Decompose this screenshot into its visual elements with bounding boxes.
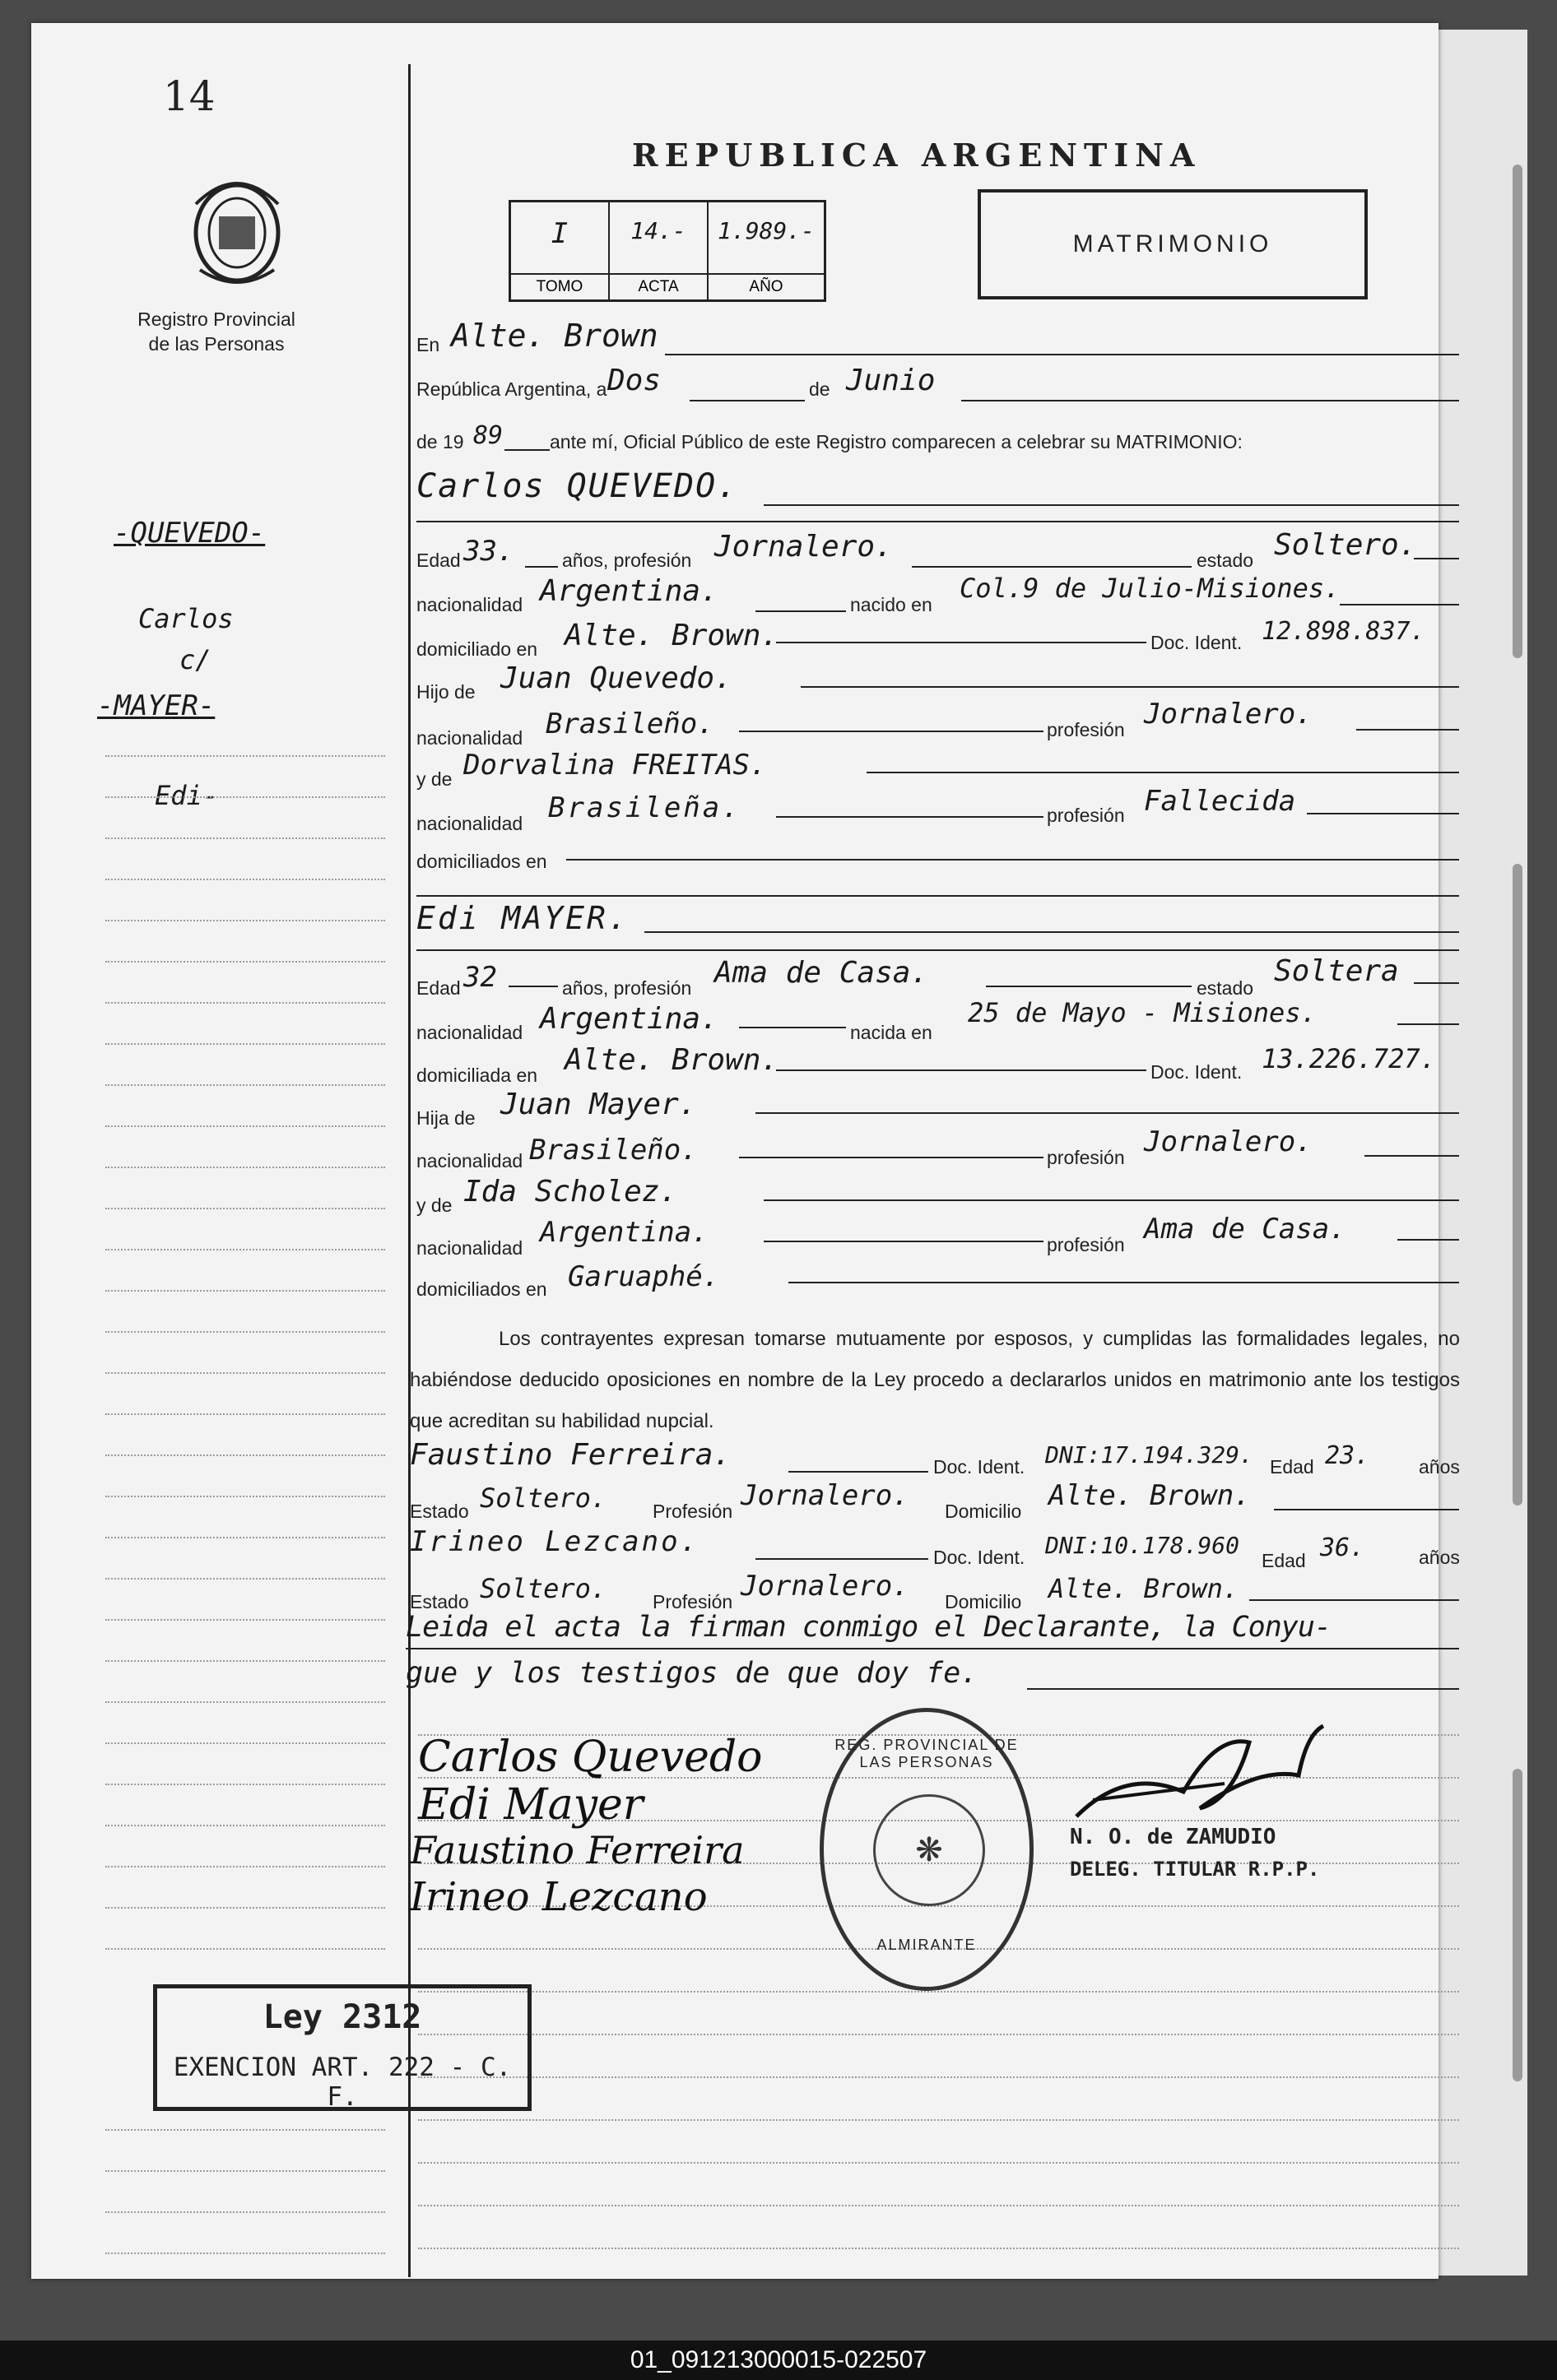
groom-birthplace: Col.9 de Julio-Misiones. [960, 573, 1341, 604]
signature-witness1: Faustino Ferreira [410, 1828, 745, 1872]
margin-rule [105, 2170, 385, 2172]
margin-rule [105, 1043, 385, 1045]
groom-mother: Dorvalina FREITAS. [463, 749, 767, 782]
ruled-line [418, 2205, 1459, 2206]
witness1-domicile: Alte. Brown. [1048, 1479, 1251, 1512]
groom-profession: Jornalero. [714, 530, 893, 564]
bride-nationality: Argentina. [540, 1002, 718, 1036]
volume-box [509, 200, 826, 302]
groom-prof-label: profesión [1047, 719, 1125, 740]
bride-profession: Ama de Casa. [714, 956, 929, 990]
bride-name: Edi MAYER. [416, 900, 630, 936]
margin-rule [105, 796, 385, 798]
bride-mother-prof: Ama de Casa. [1144, 1213, 1346, 1246]
margin-rule [105, 879, 385, 880]
witness2-estado: Soltero. [480, 1573, 607, 1604]
witness2-anos-label: años [1419, 1547, 1460, 1568]
groom-doc: 12.898.837. [1262, 617, 1425, 646]
witness1-estado: Soltero. [480, 1482, 607, 1514]
witness2-prof-label: Profesión [653, 1591, 733, 1612]
groom-yde-label: y de [416, 768, 453, 790]
value-day: Dos [607, 364, 662, 397]
official-name: N. O. de ZAMUDIO [1070, 1825, 1276, 1849]
fill-line [788, 1471, 928, 1473]
fill-line [416, 521, 1459, 522]
bride-nac3-label: nacionalidad [416, 1237, 523, 1259]
fill-line [912, 566, 1192, 568]
value-month: Junio [846, 364, 936, 397]
witness1-name: Faustino Ferreira. [410, 1438, 732, 1472]
groom-anos-label: años, profesión [562, 550, 692, 571]
fill-line [764, 1241, 1043, 1242]
exemption-stamp [153, 1984, 532, 2111]
value-year: 89 [473, 421, 504, 450]
closing-line-2: gue y los testigos de que doy fe. [406, 1657, 978, 1690]
witness2-dom-label: Domicilio [945, 1591, 1022, 1612]
fill-line [525, 566, 558, 568]
groom-father-nat: Brasileño. [546, 708, 714, 740]
groom-mother-nat: Brasileña. [548, 791, 741, 824]
bride-parents-domicile: Garuaphé. [568, 1260, 720, 1293]
fill-line [755, 1112, 1459, 1114]
margin-rule [105, 2129, 385, 2131]
seal-emblem-icon: ❋ [873, 1794, 985, 1906]
ruled-line [418, 2248, 1459, 2249]
groom-estado-label: estado [1197, 550, 1254, 571]
bride-nac2-label: nacionalidad [416, 1150, 523, 1171]
bride-dom-label: domiciliada en [416, 1065, 538, 1086]
margin-rule [105, 1825, 385, 1826]
fill-line [961, 400, 1459, 401]
fill-line [755, 1558, 928, 1560]
fill-line [566, 859, 1459, 861]
witness2-name: Irineo Lezcano. [410, 1525, 700, 1558]
bride-estado-label: estado [1197, 977, 1254, 999]
bride-doc: 13.226.727. [1262, 1043, 1436, 1074]
declaration-text: Los contrayentes expresan tomarse mutuamente por esposos, y cumplidas las formalidades legales, no habiéndose deducido oposiciones en nombre de la Ley procedo a declararlos unidos en matrimonio ante los testigos que acreditan su habilidad nupcial. [410, 1328, 1460, 1432]
registry-name [114, 307, 319, 356]
groom-age: 33. [463, 535, 514, 568]
fill-line [1397, 1023, 1459, 1025]
fill-line [764, 1199, 1459, 1201]
seal-top-text: REG. PROVINCIAL DE LAS PERSONAS [834, 1737, 1019, 1770]
label-year: de 19 [416, 431, 464, 452]
groom-father: Juan Quevedo. [500, 661, 732, 695]
binder-ring [1513, 1769, 1522, 2081]
fill-line [416, 895, 1459, 897]
stamp-law: Ley 2312 [263, 1998, 422, 2036]
bride-father-nat: Brasileño. [529, 1134, 698, 1167]
margin-rule [105, 1290, 385, 1292]
margin-rule [105, 1331, 385, 1333]
groom-domicile: Alte. Brown. [565, 619, 779, 652]
fill-line [1414, 558, 1459, 559]
margin-note-name-bride: Edi- [155, 780, 219, 811]
witness2-profession: Jornalero. [741, 1570, 909, 1603]
bride-estado: Soltera [1274, 954, 1399, 988]
seal-bottom-text: ALMIRANTE [876, 1937, 977, 1953]
fill-line [1340, 604, 1459, 605]
margin-note-surname-bride: -MAYER- [97, 689, 216, 722]
fill-line [1364, 1155, 1459, 1157]
groom-prof2-label: profesión [1047, 805, 1125, 826]
bride-hija-label: Hija de [416, 1107, 476, 1129]
official-signature [1060, 1718, 1332, 1833]
margin-note-surname-groom: -QUEVEDO- [114, 517, 266, 550]
fill-line [690, 400, 805, 401]
fill-line [504, 449, 550, 451]
tomo-label: TOMO [511, 273, 608, 299]
tomo-value: I [551, 217, 569, 250]
margin-note-conjunction: c/ [179, 644, 211, 675]
fill-line [776, 816, 1043, 818]
witness1-estado-label: Estado [410, 1501, 469, 1522]
ruled-line [418, 2076, 1459, 2078]
anio-cell [709, 202, 824, 299]
bride-doc-label: Doc. Ident. [1150, 1061, 1243, 1083]
fill-line [867, 772, 1459, 773]
provincial-emblem [188, 171, 286, 295]
witness1-edad-label: Edad [1270, 1456, 1314, 1478]
fill-line [1249, 1599, 1459, 1601]
groom-hijo-label: Hijo de [416, 681, 476, 703]
groom-mother-prof: Fallecida [1144, 785, 1296, 818]
witness2-doc-label: Doc. Ident. [933, 1547, 1025, 1568]
fill-line [764, 504, 1459, 506]
margin-rule [105, 1249, 385, 1250]
margin-rule [105, 1167, 385, 1168]
witness1-anos-label: años [1419, 1456, 1460, 1478]
margin-rule [105, 1413, 385, 1415]
margin-rule [105, 1578, 385, 1580]
margin-rule [105, 1907, 385, 1909]
margin-rule [105, 1784, 385, 1785]
witness1-doc-label: Doc. Ident. [933, 1456, 1025, 1478]
margin-rule [105, 1866, 385, 1867]
margin-note-name-groom: Carlos [138, 603, 234, 634]
signature-groom: Carlos Quevedo [418, 1733, 763, 1782]
margin-rule [105, 1372, 385, 1374]
anio-value: 1.989.- [717, 217, 815, 244]
margin-rule [105, 1742, 385, 1744]
margin-rule [105, 755, 385, 757]
witness2-age: 36. [1320, 1533, 1365, 1562]
groom-nac-label: nacionalidad [416, 594, 523, 615]
bride-prof-label: profesión [1047, 1147, 1125, 1168]
margin-rule [105, 1496, 385, 1497]
fill-line [665, 354, 1459, 355]
fill-line [1414, 982, 1459, 984]
margin-rule [105, 920, 385, 921]
fill-line [755, 610, 846, 612]
fill-line [776, 642, 1146, 643]
groom-nac3-label: nacionalidad [416, 813, 523, 834]
register-page [31, 23, 1460, 2279]
image-id-footer: 01_091213000015-022507 [0, 2341, 1557, 2380]
bride-nac-label: nacionalidad [416, 1022, 523, 1043]
label-en: En [416, 334, 440, 355]
margin-rule [105, 1454, 385, 1456]
margin-rule [105, 2211, 385, 2213]
witness1-prof-label: Profesión [653, 1501, 733, 1522]
fill-line [776, 1069, 1146, 1071]
fill-line [416, 949, 1459, 951]
witness1-doc: DNI:17.194.329. [1045, 1441, 1253, 1468]
registry-line-1: Registro Provincial [137, 309, 295, 330]
ruled-line [418, 2034, 1459, 2035]
fill-line [739, 1157, 1043, 1158]
bride-prof2-label: profesión [1047, 1234, 1125, 1255]
intro-text: ante mí, Oficial Público de este Registro comparecen a celebrar su MATRIMONIO: [550, 431, 1243, 452]
fill-line [801, 686, 1459, 688]
groom-nac2-label: nacionalidad [416, 727, 523, 749]
groom-father-prof: Jornalero. [1144, 698, 1313, 731]
page-number: 14 [163, 72, 216, 120]
closing-line-1: Leida el acta la firman conmigo el Declarante, la Conyu- [406, 1611, 1332, 1644]
witness2-doc: DNI:10.178.960 [1045, 1532, 1240, 1559]
acta-value: 14.- [630, 217, 686, 244]
registry-line-2: de las Personas [148, 333, 285, 355]
margin-rule [105, 1948, 385, 1950]
fill-line [1307, 813, 1459, 814]
margin-rule [105, 1537, 385, 1538]
acta-label: ACTA [610, 273, 707, 299]
bride-domicile: Alte. Brown. [565, 1043, 779, 1077]
act-type-box: MATRIMONIO [978, 189, 1368, 299]
official-title: DELEG. TITULAR R.P.P. [1070, 1858, 1320, 1881]
margin-divider [408, 64, 411, 2277]
fill-line [1027, 1688, 1459, 1690]
witness1-age: 23. [1325, 1441, 1370, 1470]
fill-line [406, 1648, 1459, 1649]
label-republica: República Argentina, a [416, 378, 607, 400]
groom-edad-label: Edad [416, 550, 461, 571]
acta-cell [610, 202, 709, 299]
fill-line [644, 931, 1459, 933]
groom-doc-label: Doc. Ident. [1150, 632, 1243, 653]
stamp-exemption: EXENCION ART. 222 - C. F. [173, 2053, 512, 2112]
bride-birthplace: 25 de Mayo - Misiones. [968, 997, 1317, 1028]
groom-nationality: Argentina. [540, 574, 718, 608]
binder-ring [1513, 864, 1522, 1505]
bride-doms-label: domiciliados en [416, 1278, 547, 1300]
bride-nacida-label: nacida en [850, 1022, 932, 1043]
fill-line [509, 986, 558, 987]
groom-nacido-label: nacido en [850, 594, 932, 615]
ruled-line [418, 1991, 1459, 1993]
margin-rule [105, 1084, 385, 1086]
bride-father-prof: Jornalero. [1144, 1125, 1313, 1158]
fill-line [1274, 1509, 1459, 1510]
margin-rule [105, 1660, 385, 1662]
binder-ring [1513, 165, 1522, 658]
country-title: REPUBLICA ARGENTINA [632, 137, 1201, 174]
signature-witness2: Irineo Lezcano [410, 1874, 708, 1920]
margin-rule [105, 1125, 385, 1127]
witness1-dom-label: Domicilio [945, 1501, 1022, 1522]
anio-label: AÑO [709, 273, 824, 299]
official-seal [820, 1708, 1034, 1991]
fill-line [1356, 729, 1459, 731]
margin-rule [105, 2252, 385, 2254]
fill-line [1397, 1239, 1459, 1241]
label-de: de [809, 378, 830, 400]
margin-rule [105, 1208, 385, 1209]
fill-line [739, 1027, 846, 1028]
signature-bride: Edi Mayer [418, 1780, 644, 1830]
value-place: Alte. Brown [451, 318, 658, 354]
groom-doms-label: domiciliados en [416, 851, 547, 872]
fill-line [739, 731, 1043, 732]
margin-rule [105, 1002, 385, 1004]
witness2-edad-label: Edad [1262, 1550, 1306, 1571]
groom-estado: Soltero. [1274, 528, 1417, 562]
ruled-line [418, 2119, 1459, 2121]
witness2-estado-label: Estado [410, 1591, 469, 1612]
bride-age: 32 [463, 961, 497, 994]
bride-edad-label: Edad [416, 977, 461, 999]
fill-line [986, 986, 1192, 987]
bride-yde-label: y de [416, 1195, 453, 1216]
margin-rule [105, 837, 385, 839]
witness2-domicile: Alte. Brown. [1048, 1573, 1239, 1604]
bride-mother-nat: Argentina. [540, 1216, 709, 1249]
fill-line [788, 1282, 1459, 1283]
tomo-cell [511, 202, 610, 299]
witness1-profession: Jornalero. [741, 1479, 909, 1512]
groom-name: Carlos QUEVEDO. [416, 467, 739, 505]
groom-dom-label: domiciliado en [416, 638, 538, 660]
margin-rule [105, 961, 385, 963]
bride-mother: Ida Scholez. [463, 1175, 678, 1209]
bride-anos-label: años, profesión [562, 977, 692, 999]
ruled-line [418, 2162, 1459, 2164]
margin-rule [105, 1701, 385, 1703]
margin-rule [105, 1619, 385, 1621]
bride-father: Juan Mayer. [500, 1088, 697, 1121]
